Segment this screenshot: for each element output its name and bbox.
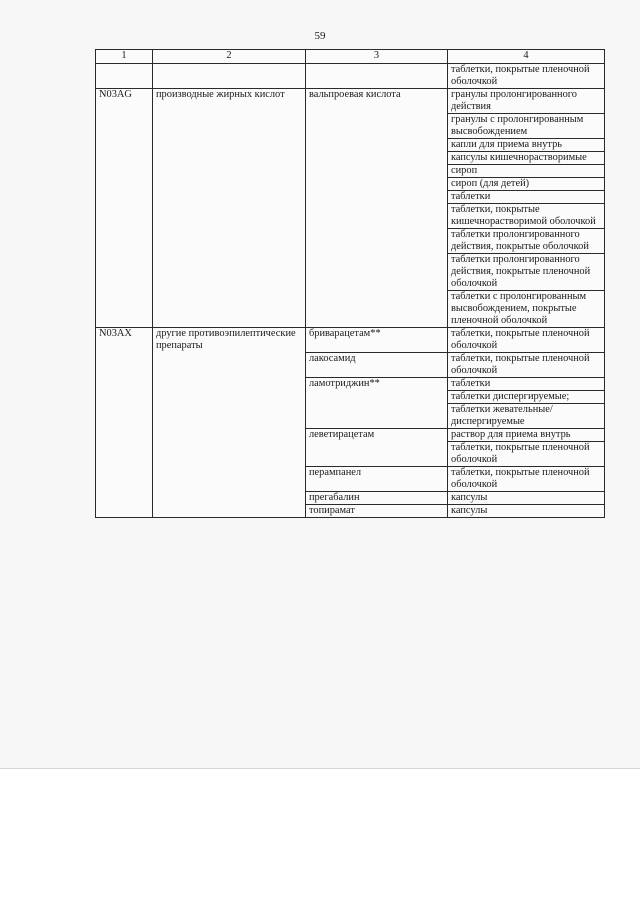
drug-cell: вальпроевая кислота xyxy=(306,89,448,328)
table-row xyxy=(96,64,605,89)
drug-cell: ламотриджин** xyxy=(306,378,448,429)
header-col-3: 3 xyxy=(306,50,448,64)
code-cell xyxy=(96,64,153,89)
drug-cell: леветирацетам xyxy=(306,429,448,467)
drug-cell: перампанел xyxy=(306,467,448,492)
header-col-4: 4 xyxy=(448,50,605,64)
form-cell: таблетки, покрытые пленочной оболочкой xyxy=(448,442,605,467)
drug-table xyxy=(95,49,605,518)
form-cell: таблетки с пролонгированным высвобождением, покрытые пленочной оболочкой xyxy=(448,291,605,328)
drug-cell: топирамат xyxy=(306,505,448,518)
code-cell: N03AX xyxy=(96,328,153,518)
form-cell: таблетки, покрытые пленочной оболочкой xyxy=(448,328,605,353)
drug-cell xyxy=(306,64,448,89)
form-cell: таблетки, покрытые пленочной оболочкой xyxy=(448,467,605,492)
form-cell: таблетки xyxy=(448,378,605,391)
form-cell: гранулы с пролонгированным высвобождением xyxy=(448,114,605,139)
page-number: 59 xyxy=(314,30,326,42)
drug-cell: лакосамид xyxy=(306,353,448,378)
group-cell: производные жирных кислот xyxy=(153,89,306,328)
form-cell: таблетки, покрытые пленочной оболочкой xyxy=(448,64,605,89)
header-row xyxy=(96,50,605,64)
group-cell xyxy=(153,64,306,89)
form-cell: капсулы кишечнорастворимые xyxy=(448,152,605,165)
form-cell: таблетки пролонгированного действия, покрытые пленочной оболочкой xyxy=(448,254,605,291)
table-row xyxy=(96,89,605,114)
drug-cell: бриварацетам** xyxy=(306,328,448,353)
form-cell: сироп xyxy=(448,165,605,178)
form-cell: таблетки, покрытые кишечнорастворимой оболочкой xyxy=(448,204,605,229)
table-body xyxy=(96,64,605,518)
table-header xyxy=(96,50,605,64)
form-cell: таблетки диспергируемые; xyxy=(448,391,605,404)
group-cell: другие противоэпилептические препараты xyxy=(153,328,306,518)
form-cell: сироп (для детей) xyxy=(448,178,605,191)
form-cell: таблетки жевательные/ диспергируемые xyxy=(448,404,605,429)
header-col-1: 1 xyxy=(96,50,153,64)
drug-cell: прегабалин xyxy=(306,492,448,505)
form-cell: таблетки xyxy=(448,191,605,204)
header-col-2: 2 xyxy=(153,50,306,64)
form-cell: капли для приема внутрь xyxy=(448,139,605,152)
form-cell: капсулы xyxy=(448,505,605,518)
form-cell: гранулы пролонгированного действия xyxy=(448,89,605,114)
form-cell: капсулы xyxy=(448,492,605,505)
form-cell: раствор для приема внутрь xyxy=(448,429,605,442)
table-row xyxy=(96,328,605,353)
code-cell: N03AG xyxy=(96,89,153,328)
form-cell: таблетки, покрытые пленочной оболочкой xyxy=(448,353,605,378)
form-cell: таблетки пролонгированного действия, покрытые оболочкой xyxy=(448,229,605,254)
